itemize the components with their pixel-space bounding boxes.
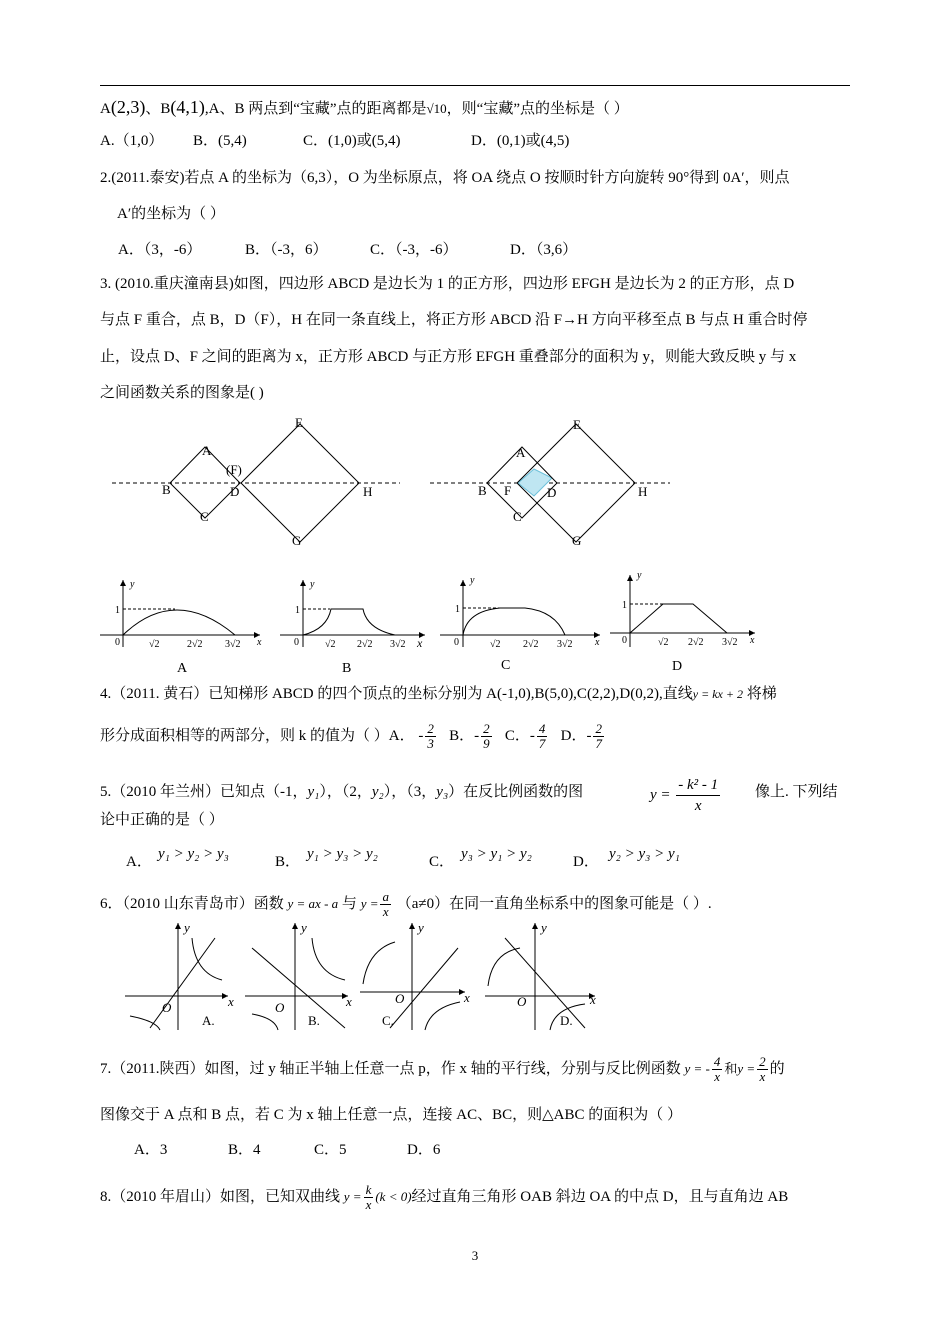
- page-number: 3: [471, 1248, 479, 1263]
- q1-option-b: B．(5,4): [193, 133, 247, 149]
- q6-label-c: C.: [382, 1013, 394, 1028]
- graph-d-curve: [630, 604, 727, 633]
- q5-option-c: y₃ > y₁ > y₂: [461, 846, 532, 862]
- svg-text:1: 1: [115, 605, 120, 616]
- q3-label-b-left: B: [162, 482, 171, 497]
- svg-text:x: x: [257, 637, 262, 648]
- q3-label-g-left: G: [292, 533, 302, 548]
- graph-d-label: D: [672, 659, 683, 674]
- q3-line-2: 与点 F 重合，点 B，D（F），H 在同一条直线上，将正方形 ABCD 沿 F→H 方向平移至点 B 与点 H 重合时停: [100, 312, 808, 328]
- q1-option-c: C．(1,0)或(5,4): [303, 133, 401, 149]
- svg-text:O: O: [517, 994, 527, 1009]
- q3-line-1: 3. (2010.重庆潼南县)如图，四边形 ABCD 是边长为 1 的正方形，四边形 EFGH 是边长为 2 的正方形，点 D: [100, 276, 795, 292]
- svg-text:y: y: [310, 579, 315, 590]
- q3-line-3: 止，设点 D、F 之间的距离为 x，正方形 ABCD 与正方形 EFGH 重叠部分的面积为 y，则能大致反映 y 与 x: [100, 349, 797, 365]
- svg-text:√2: √2: [149, 639, 160, 650]
- svg-text:x: x: [346, 994, 352, 1009]
- svg-text:x: x: [464, 990, 470, 1005]
- svg-text:x: x: [228, 994, 234, 1009]
- svg-text:3√2: 3√2: [225, 639, 241, 650]
- svg-text:O: O: [162, 1000, 172, 1015]
- q4-line-2: 形分成面积相等的两部分，则 k 的值为（ ）A． - $\frac{2}{3}$ B．- $\frac{2}{9}$ C．- $\frac{4}{7}$ D．- $\frac{2}{7}$: [100, 721, 602, 751]
- svg-text:x: x: [750, 635, 755, 646]
- q3-label-c-right: C: [513, 509, 522, 524]
- q5-line-1-end: 像上. 下列结: [755, 784, 838, 800]
- q6-c-hyperbola-2: [425, 1002, 460, 1030]
- q5-option-a-label: A．: [126, 854, 152, 870]
- q3-label-d-right: D: [547, 485, 557, 500]
- svg-text:1: 1: [455, 604, 460, 615]
- graph-a-label: A: [177, 661, 188, 676]
- q8-stem: 8.（2010 年眉山）如图，已知双曲线 y = $\frac{k}{x}$ (k < 0)经过直角三角形 OAB 斜边 OA 的中点 D，且与直角边 AB: [100, 1182, 789, 1212]
- graph-b-label: B: [342, 661, 352, 676]
- q5-option-b-label: B．: [275, 854, 301, 870]
- q3-label-c-left: C: [200, 509, 209, 524]
- svg-text:y: y: [541, 920, 547, 935]
- svg-text:3√2: 3√2: [722, 637, 738, 648]
- q5-formula: y = $\frac{\text{- k² - 1}}{x}$: [650, 777, 719, 814]
- q6-b-hyperbola-1: [312, 938, 345, 980]
- svg-text:O: O: [395, 991, 405, 1006]
- q2-option-d: D．（3,6）: [510, 242, 578, 258]
- svg-text:y: y: [470, 575, 475, 586]
- svg-text:√2: √2: [490, 639, 501, 650]
- graph-b-curve: [303, 609, 395, 635]
- svg-text:0: 0: [454, 637, 459, 648]
- svg-text:3√2: 3√2: [390, 639, 406, 650]
- q5-option-d-label: D．: [573, 854, 599, 870]
- q3-label-a-right: A: [516, 445, 526, 460]
- svg-text:O: O: [275, 1000, 285, 1015]
- svg-text:2√2: 2√2: [357, 639, 373, 650]
- q3-label-f-right: F: [504, 483, 512, 498]
- q7-option-c: C．5: [314, 1142, 347, 1158]
- q3-label-b-right: B: [478, 483, 487, 498]
- q7-line-2: 图像交于 A 点和 B 点，若 C 为 x 轴上任意一点，连接 AC、BC，则△ABC 的面积为（ ）: [100, 1107, 682, 1123]
- q5-option-d: y₂ > y₃ > y₁: [609, 846, 680, 862]
- q6-c-line: [390, 948, 458, 1028]
- svg-text:0: 0: [294, 637, 299, 648]
- q6-label-a: A.: [202, 1013, 215, 1028]
- q3-label-e-right: E: [573, 417, 581, 432]
- svg-text:1: 1: [295, 605, 300, 616]
- q2-option-b: B．（-3，6）: [245, 242, 328, 258]
- q7-line-1: 7.（2011.陕西）如图，过 y 轴正半轴上任意一点 p，作 x 轴的平行线，分别与反比例函数 y = - $\frac{4}{x}$ 和y = $\frac{2}{x}$ 的: [100, 1054, 785, 1084]
- svg-text:x: x: [590, 992, 596, 1007]
- q3-label-h-left: H: [363, 484, 373, 499]
- graph-a-curve: [123, 610, 235, 635]
- q1-option-a: A.（1,0）: [100, 133, 164, 149]
- svg-text:2√2: 2√2: [187, 639, 203, 650]
- q2-option-a: A．（3，-6）: [118, 242, 202, 258]
- q6-graphs: [120, 918, 610, 1036]
- q6-a-hyperbola-1: [192, 938, 222, 980]
- svg-text:1: 1: [622, 600, 627, 611]
- q3-answer-graphs: [95, 565, 775, 680]
- graph-c-curve: [463, 608, 565, 635]
- svg-text:0: 0: [115, 637, 120, 648]
- q6-d-hyperbola-1: [488, 948, 520, 986]
- q5-option-c-label: C．: [429, 854, 455, 870]
- q5-option-a: y₁ > y₂ > y₃: [158, 846, 229, 862]
- q1-stem: A(2,3)、B(4,1),A、B 两点到“宝藏”点的距离都是√10，则“宝藏”点的坐标是（ ）: [100, 97, 629, 117]
- q6-b-hyperbola-2: [252, 1014, 278, 1030]
- svg-text:y: y: [418, 920, 424, 935]
- q3-line-4: 之间函数关系的图象是( ): [100, 385, 264, 401]
- q6-label-b: B.: [308, 1013, 320, 1028]
- svg-text:x: x: [595, 637, 600, 648]
- q2-line-1: 2.(2011.泰安)若点 A 的坐标为（6,3），O 为坐标原点，将 OA 绕点 O 按顺时针方向旋转 90°得到 0A′，则点: [100, 170, 790, 186]
- q3-label-f-left: (F): [226, 462, 242, 477]
- svg-text:y: y: [301, 920, 307, 935]
- q3-label-h-right: H: [638, 484, 648, 499]
- q3-square-figures: [100, 412, 700, 552]
- q6-b-line: [252, 948, 345, 1028]
- q2-line-2: A′的坐标为（ ）: [117, 206, 225, 222]
- svg-text:3√2: 3√2: [557, 639, 573, 650]
- svg-text:y: y: [637, 570, 642, 581]
- q6-a-hyperbola-2: [130, 1016, 160, 1030]
- q5-line-1: 5.（2010 年兰州）已知点（-1，y₁），（2，y₂），（3，y₃）在反比例函数的图: [100, 784, 584, 800]
- svg-text:√2: √2: [658, 637, 669, 648]
- q3-label-g-right: G: [572, 533, 582, 548]
- q6-label-d: D.: [560, 1013, 573, 1028]
- q6-c-hyperbola-1: [363, 942, 395, 984]
- q3-label-d-left: D: [230, 484, 240, 499]
- svg-text:2√2: 2√2: [523, 639, 539, 650]
- graph-c-label: C: [501, 658, 511, 673]
- q5-line-2: 论中正确的是（ ）: [100, 812, 224, 828]
- q3-label-a-left: A: [202, 443, 212, 458]
- q7-option-d: D．6: [407, 1142, 441, 1158]
- q5-option-b: y₁ > y₃ > y₂: [307, 846, 378, 862]
- q3-label-e-left: E: [295, 415, 303, 430]
- q7-option-b: B．4: [228, 1142, 261, 1158]
- q4-line-1: 4.（2011. 黄石）已知梯形 ABCD 的四个顶点的坐标分别为 A(-1,0),B(5,0),C(2,2),D(0,2),直线y = kx + 2 将梯: [100, 686, 777, 702]
- q6-d-line: [505, 938, 585, 1028]
- q7-option-a: A．3: [134, 1142, 168, 1158]
- q2-option-c: C．（-3，-6）: [370, 242, 458, 258]
- svg-text:y: y: [184, 920, 190, 935]
- svg-text:2√2: 2√2: [688, 637, 704, 648]
- svg-text:√2: √2: [325, 639, 336, 650]
- svg-text:x: x: [417, 636, 423, 650]
- q6-stem: 6．（2010 山东青岛市）函数 y = ax - a 与 y = $\frac{a}{x}$ （a≠0）在同一直角坐标系中的图象可能是（ ）.: [100, 889, 712, 919]
- q3-square-efgh-left: [241, 424, 359, 542]
- svg-text:y: y: [130, 579, 135, 590]
- svg-text:0: 0: [622, 635, 627, 646]
- header-rule: [100, 85, 850, 86]
- q1-option-d: D．(0,1)或(4,5): [471, 133, 570, 149]
